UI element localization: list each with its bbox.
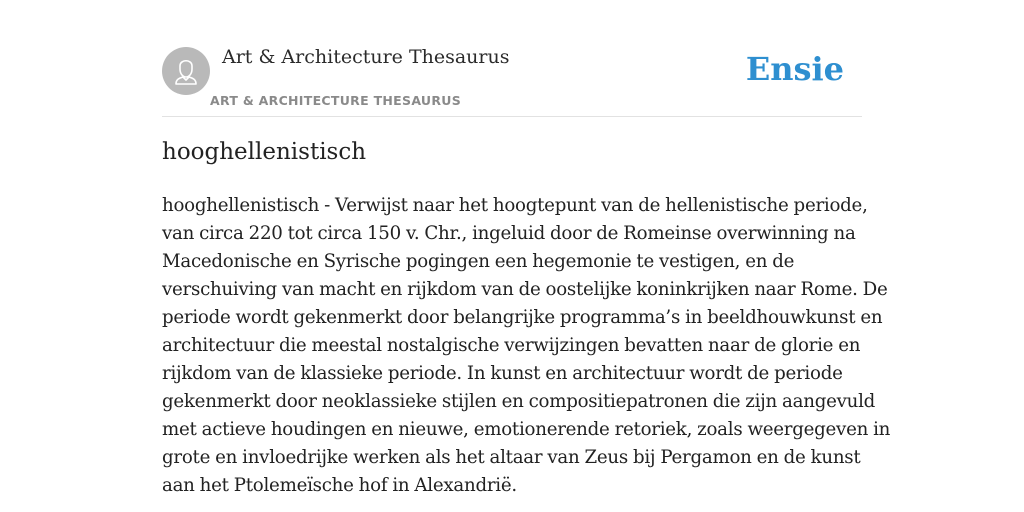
description-line: grote en invloedrijke werken als het altaar van Zeus bij Pergamon en de kunst	[162, 447, 861, 468]
description-line: gekenmerkt door neoklassieke stijlen en compositiepatronen die zijn aangevuld	[162, 391, 876, 412]
ensie-logo[interactable]: Ensie	[745, 50, 844, 88]
user-silhouette-icon	[162, 47, 210, 95]
description-line: verschuiving van macht en rijkdom van de oostelijke koninkrijken naar Rome. De	[162, 279, 888, 300]
description-line: Macedonische en Syrische pogingen een hegemonie te vestigen, en de	[162, 251, 795, 272]
description-line: periode wordt gekenmerkt door belangrijke programma’s in beeldhouwkunst en	[162, 307, 883, 328]
entry-description	[162, 192, 891, 500]
description-line: architectuur die meestal nostalgische verwijzingen bevatten naar de glorie en	[162, 335, 861, 356]
description-line: hooghellenistisch - Verwijst naar het hoogtepunt van de hellenistische periode,	[162, 195, 868, 216]
header	[162, 46, 862, 117]
description-line: met actieve houdingen en nieuwe, emotionerende retoriek, zoals weergegeven in	[162, 419, 891, 440]
avatar[interactable]	[162, 47, 210, 95]
source-label: ART & ARCHITECTURE THESAURUS	[210, 93, 462, 108]
description-line: rijkdom van de klassieke periode. In kunst en architectuur wordt de periode	[162, 363, 843, 384]
description-line: aan het Ptolemeïsche hof in Alexandrië.	[162, 475, 517, 496]
page-title: hooghellenistisch	[162, 139, 367, 165]
description-line: van circa 220 tot circa 150 v. Chr., ingeluid door de Romeinse overwinning na	[162, 223, 856, 244]
author-name[interactable]: Art & Architecture Thesaurus	[222, 46, 510, 68]
